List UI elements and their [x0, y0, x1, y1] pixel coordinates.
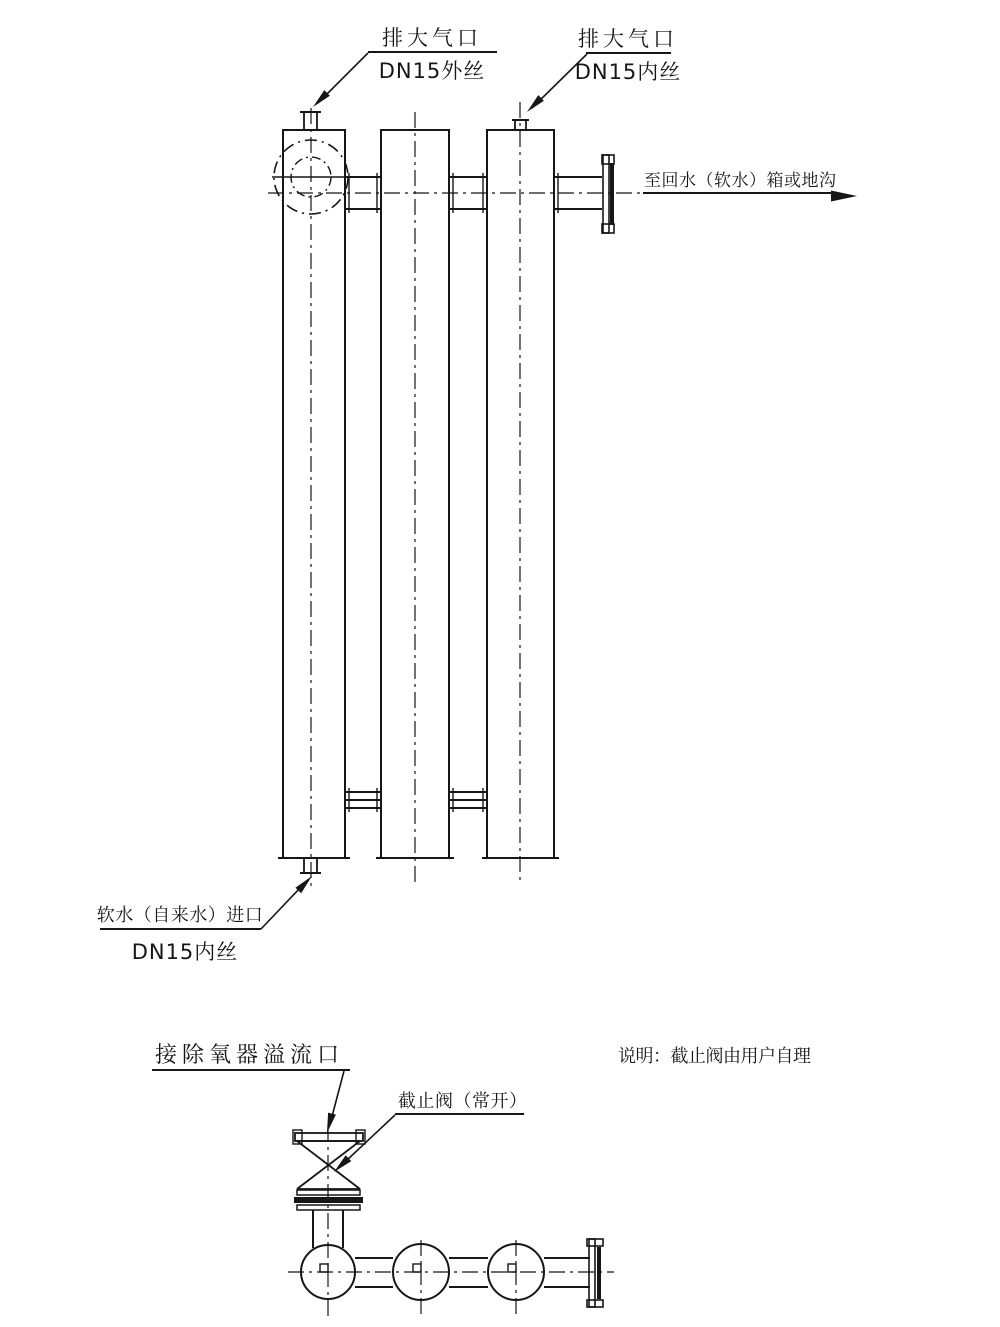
outlet-flange [602, 155, 614, 233]
label-outlet-flow: 至回水（软水）箱或地沟 [644, 171, 837, 191]
arrow-flow-direction-icon [831, 191, 857, 202]
label-vent-right-line1: 排大气口 [578, 27, 678, 51]
label-vent-left-line1: 排大气口 [382, 26, 482, 50]
center-lines [268, 102, 642, 886]
label-vent-right-line2: DN15内丝 [574, 60, 682, 84]
label-valve: 截止阀（常开） [398, 1091, 528, 1112]
plan-flange [587, 1239, 603, 1307]
column-1 [278, 130, 350, 858]
arrow-overflow-icon [327, 1113, 336, 1133]
label-vent-left-line2: DN15外丝 [378, 59, 486, 83]
label-inlet-line1: 软水（自来水）进口 [96, 905, 264, 926]
lower-connecting-pipes [345, 788, 487, 812]
label-note: 说明：截止阀由用户自理 [618, 1046, 811, 1067]
label-overflow: 接除氧器溢流口 [155, 1043, 345, 1068]
plan-view [288, 1126, 614, 1318]
elevation-view [268, 102, 642, 886]
globe-valve [293, 1130, 365, 1248]
leader-lines [261, 53, 857, 1172]
arrow-vent-right-icon [527, 95, 544, 112]
label-inlet-line2: DN15内丝 [131, 940, 239, 964]
annotations [97, 26, 837, 1112]
column-end-circles [301, 1244, 544, 1300]
plan-center-lines [288, 1126, 614, 1318]
